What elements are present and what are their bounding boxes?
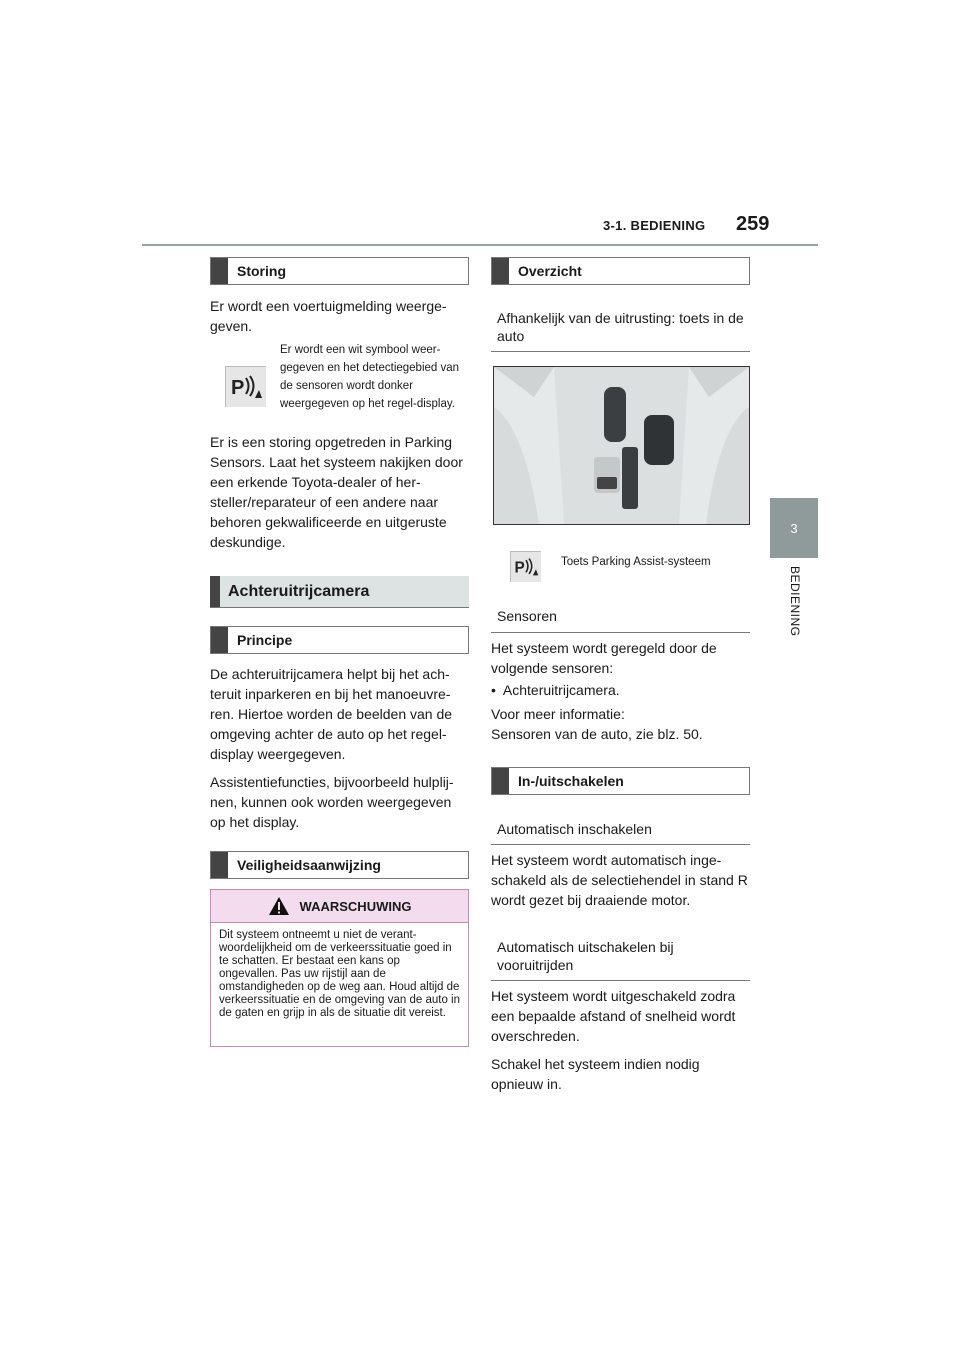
subheading-sensoren: Sensoren [497,608,557,624]
chapter-label: BEDIENING [788,566,802,637]
heading-label: Principe [237,632,293,648]
chapter-number: 3 [790,520,798,536]
svg-text:P: P [514,559,525,577]
bullet-text: Achteruitrijcamera. [502,682,620,698]
heading-bar [492,258,509,284]
subheading-auto-uit: Automatisch uitschakelen bij vooruitrijden [497,939,674,973]
parking-sensor-icon [510,551,541,582]
paragraph: Het systeem wordt geregeld door de volgende sensoren: [491,640,717,676]
heading-label: Achteruitrijcamera [228,582,370,600]
sensoren-text [491,638,753,752]
page-number: 259 [736,213,770,235]
heading-bar [211,627,228,653]
subheading-divider [491,844,750,845]
auto-in-text [491,850,753,918]
heading-in-uitschakelen [491,767,750,795]
paragraph: Het systeem wordt automatisch inge-schakeld als de selectiehendel in stand R wordt gezet bij draaiende motor. [491,852,748,908]
center-console-photo [493,366,750,525]
paragraph: Er wordt een voertuigmelding weerge-geven. [210,298,447,334]
subheading-toets: Afhankelijk van de uitrusting: toets in de auto [497,310,744,344]
warning-box [210,889,469,1047]
icon-caption: Toets Parking Assist-systeem [561,556,711,568]
chapter-tab [770,498,818,558]
principe-text [210,664,470,840]
heading-bar [210,576,220,607]
subheading-divider [491,632,750,633]
storing-intro [210,296,470,344]
paragraph: Schakel het systeem indien nodig opnieuw in. [491,1056,700,1092]
warning-triangle-icon [268,896,290,916]
section-label: 3-1. BEDIENING [603,218,706,233]
subheading-divider [491,351,750,352]
heading-bar [492,768,509,794]
heading-principe [210,626,469,654]
parking-sensor-icon [225,366,266,407]
subheading-auto-in: Automatisch inschakelen [497,821,652,837]
icon-caption: Er wordt een wit symbool weer-gegeven en het detectiegebied van de sensoren wordt donker weergegeven op het regel-display. [280,344,460,410]
auto-uit-text [491,986,753,1102]
heading-achteruitrijcamera [210,576,469,608]
warning-text: Dit systeem ontneemt u niet de verant-woordelijkheid om de verkeerssituatie goed in te schatten. Er bestaat een kans op ongevallen. Pas uw rijstijl aan de omstandigheden op de weg aan. Houd altijd de verkeerssituatie en de omgeving van de auto in de gaten en grijp in als de situatie dit vereist. [219,929,461,1019]
warning-header [211,890,468,923]
paragraph: Voor meer informatie: [491,706,625,722]
warning-title: WAARSCHUWING [299,898,412,914]
paragraph: Het systeem wordt uitgeschakeld zodra een bepaalde afstand of snelheid wordt overschreden. [491,988,736,1044]
heading-veiligheidsaanwijzing [210,851,469,879]
heading-label: Veiligheidsaanwijzing [237,857,381,873]
heading-bar [211,852,228,878]
heading-label: Storing [237,263,286,279]
paragraph: Assistentiefuncties, bijvoorbeeld hulplij-nen, kunnen ook worden weergegeven op het display. [210,774,454,830]
heading-overzicht [491,257,750,285]
svg-text:P: P [231,377,245,399]
paragraph: De achteruitrijcamera helpt bij het ach-teruit inparkeren en bij het manoeuvre-ren. Hiertoe worden de beelden van de omgeving achter de auto op het regel-display weergegeven. [210,666,453,762]
heading-bar [211,258,228,284]
header-divider [142,244,818,246]
cross-reference: Sensoren van de auto, zie blz. 50. [491,726,703,742]
heading-label: In-/uitschakelen [518,773,624,789]
bullet-item: • Achteruitrijcamera. [491,682,620,698]
storing-description [210,432,470,560]
heading-label: Overzicht [518,263,582,279]
subheading-divider [491,980,750,981]
heading-storing [210,257,469,285]
paragraph: Er is een storing opgetreden in Parking Sensors. Laat het systeem nakijken door een erkende Toyota-dealer of her-steller/reparateur of een andere naar behoren gekwalificeerde en uitgeruste deskundige. [210,434,463,550]
